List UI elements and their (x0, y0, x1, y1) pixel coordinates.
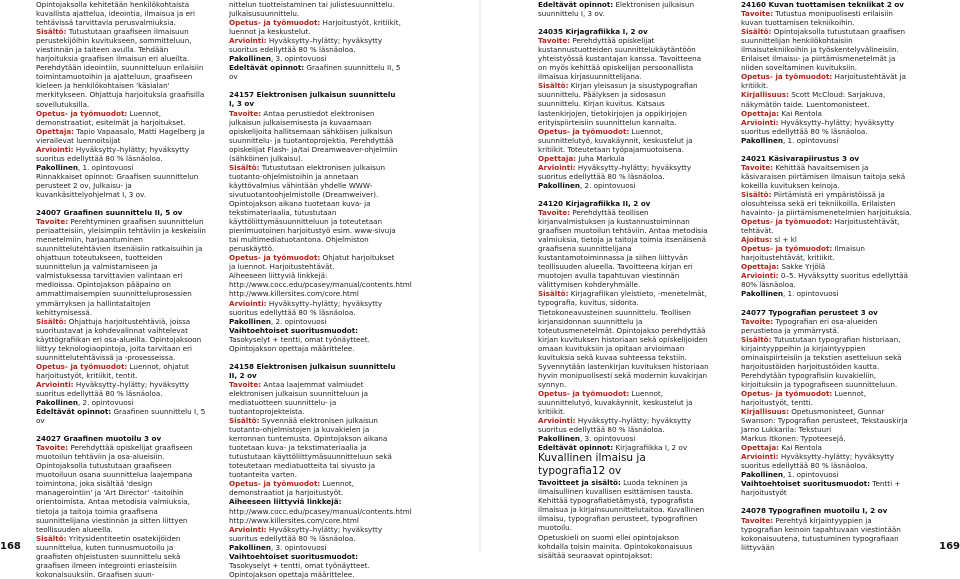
bold-label: Pakollinen (741, 289, 783, 299)
bold-label: Pakollinen (36, 398, 78, 408)
paragraph (538, 443, 710, 452)
course-heading: 24160 Kuvan tuottamisen tekniikat 2 ov (741, 0, 904, 9)
paragraph (229, 299, 401, 317)
paragraph (538, 533, 710, 560)
paragraph-text: , 1. opintovuosi (782, 289, 839, 299)
paragraph-text: Tutustutaan typografian historiaan, kirjaintyyppeihin ja kirjaintyyppien ominaispiirteisiin ja tekstien asetteluun sekä harjoitustöiden harjoitustöiden kautta. Perehdytään typografisiin kuvakieliin, kirjoituksiin ja typografiseen suunnitteluun. (741, 334, 902, 389)
paragraph-text: Harjoitustyöt, kritiikit, luennot ja keskustelut. (229, 18, 401, 37)
paragraph-text: Hyväksytty–hylätty; hyväksytty suoritus edellyttää 80 % läsnäoloa. (229, 298, 383, 317)
paragraph (229, 36, 401, 54)
bold-label: Pakollinen (36, 162, 78, 172)
bold-label: Pakollinen (741, 470, 783, 480)
field-label: Opetus- ja työmuodot: (36, 108, 128, 118)
paragraph (36, 163, 208, 172)
paragraph (229, 271, 401, 280)
paragraph (229, 326, 401, 353)
field-label: Arviointi: (36, 379, 74, 389)
paragraph (229, 380, 401, 416)
paragraph (538, 208, 710, 289)
page-number-left: 168 (0, 541, 21, 552)
paragraph (36, 127, 208, 145)
bold-label: Pakollinen (538, 434, 580, 444)
paragraph-text: Ohjatut harjoitukset ja luennot. Harjoitustehtävät. (229, 253, 395, 272)
paragraph (36, 172, 208, 199)
bold-label: Vaihtoehtoiset suoritusmuodot: (741, 479, 871, 489)
field-label: Opetus- ja työmuodot: (538, 388, 630, 398)
field-label: Sisältö: (36, 27, 67, 37)
paragraph (229, 317, 401, 326)
paragraph-text: Rinnakkaiset opinnot: Graafisen suunnittelun perusteet 2 ov, Julkaisu- ja kuvankäsittelyohjelmat I, 3 ov. (36, 171, 199, 199)
paragraph-text: Opetuskieli on suomi ellei opintojakson kohdalla toisin mainita. Opintokokonaisuus sisältää seuraavat opintojaksot: (538, 532, 693, 560)
paragraph (741, 118, 913, 136)
paragraph (741, 9, 913, 27)
paragraph-text: , 1. opintovuosi (77, 162, 134, 172)
paragraph-text: nittelun tuotteistaminen tai julistesuunnittelu. Julkaisusuunnittelu. (229, 0, 395, 19)
paragraph-text: Luoda tekninen ja ilmaisullinen kuvallisen esittämisen tausta. Kehittää typografiatietämystä, typografista ilmaisua ja kirjainsuunnittelutaitoa. Kuvallinen ilmaisu, typografian perusteet, typografinen muotoilu. (538, 478, 705, 533)
paragraph (36, 109, 208, 127)
section-gap (229, 353, 401, 362)
paragraph-text: , 2. opintovuosi (77, 398, 134, 408)
field-label: Sisältö: (36, 316, 67, 326)
paragraph-text: Luennot, suunnittelutyö, kuvakäynnit, keskustelut ja kritiikit. Toteutetaan työpajamuotoisena. (538, 126, 693, 154)
paragraph (741, 271, 913, 289)
paragraph-text: Hyväksytty–hylätty; hyväksytty suoritus edellyttää 80 % läsnäoloa. (229, 36, 383, 55)
paragraph-text: Graafinen suunnittelu I, 5 ov (36, 407, 206, 426)
field-label: Opetus- ja työmuodot: (538, 126, 630, 136)
paragraph (741, 190, 913, 217)
paragraph (741, 262, 913, 271)
paragraph-text: Elektronisen julkaisun suunnittelu I, 3 ov. (538, 0, 695, 19)
left-page-column-2 (229, 0, 412, 579)
paragraph-text: Perehdyttää opiskelijat graafiseen muotoilun tehtäviin ja osa-alueisiin. Opintojaksolla tutustutaan graafiseen muotoiluun osana suunnittelua laajempana toimintona, joka sisältää 'design managerointiin' ja 'Art Director' -taitoihin orientoimista. Antaa metodisia valmiuksia, tietoja ja taitoja toimia graafisena suunnittelijana viestinnän ja sitten liittyen teollisuuden alueella. (36, 443, 193, 534)
paragraph-text: http://www.killersites.com/core.html (229, 289, 359, 299)
paragraph (36, 380, 208, 398)
paragraph-text: http://www.cocc.edu/pcasey/manual/contents.html (229, 280, 412, 290)
bold-label: Aiheeseen liittyviä linkkejä: (229, 497, 342, 507)
paragraph-text: Tutustua monipuolisesti erilaisiin kuvan tuottamisen tekniikoihin. (741, 9, 893, 28)
paragraph-text: Opetusmonisteet, Gunnar Swanson: Typografian perusteet, Tekstauskirja (741, 407, 908, 426)
paragraph (741, 136, 913, 145)
paragraph (538, 389, 710, 416)
paragraph-text: http://www.cocc.edu/pcasey/manual/contents.html (229, 506, 412, 516)
field-label: Tavoite: (229, 379, 262, 389)
paragraph (741, 434, 913, 443)
paragraph (229, 109, 401, 163)
paragraph (538, 163, 710, 181)
paragraph-text: , 1. opintovuosi (782, 470, 839, 480)
paragraph (36, 534, 208, 579)
field-label: Sisältö: (741, 27, 772, 37)
section-gap (538, 190, 710, 199)
field-label: Arviointi: (229, 298, 267, 308)
field-label: Opetus- ja työmuodot: (741, 217, 833, 227)
paragraph-text: Piirtämistä eri ympäristöissä ja olosuhteissa sekä eri tekniikoilla. Erilaisten havainto- ja piirtämismenetelmien harjoituksia. (741, 189, 912, 218)
paragraph (741, 90, 913, 108)
paragraph (741, 289, 913, 298)
field-label: Tavoite: (741, 162, 774, 172)
paragraph-text: Hyväksytty–hylätty; hyväksytty suoritus edellyttää 80 % läsnäoloa. (538, 416, 692, 435)
section-gap (36, 199, 208, 208)
bold-label: Tavoitteet ja sisältö: (538, 478, 621, 488)
bold-label: Edeltävät opinnot: (538, 443, 614, 453)
course-heading: 24158 Elektronisen julkaisun suunnittelu II, 2 ov (229, 361, 396, 380)
paragraph (741, 244, 913, 262)
paragraph (36, 317, 208, 362)
paragraph-text: Syvennää elektronisen julkaisun tuotanto-ohjelmistojen ja kuvakielen ja kerronnan tuntemusta. Opintojakson aikana tuotetaan kuva- ja tekstimateriaalia ja tutustutaan käyttöliittymäsuunnitteluun sekä toteutetaan mediatuotteita tai sivusto ja tuotanteita varten. (229, 416, 392, 480)
paragraph-text: Tapio Vapaasalo, Matti Hagelberg ja vierailevat luennoitsijat (36, 126, 205, 145)
paragraph (741, 516, 913, 552)
paragraph-text: Harjoitustehtävät ja kritiikit. (741, 72, 907, 91)
course-heading: 24035 Kirjagrafiikka I, 2 ov (538, 27, 648, 37)
paragraph-text: Kirjagrafiikan yleistieto, -menetelmät, typografia, kuvitus, sidonta. Tietokoneavusteinen suunnittelu. Teollisen kirjansidonnan suunnittelu ja toteutusmenetelmät. Opintojakso perehdyttää kirjan kuvituksen historiaan sekä opiskelijoiden omaan kuvituksiin ja opitaan arvioimaan kuvituksia sekä kuvaa suhteessa tekstiin. Syvennytään lastenkirjan kuvituksen historiaan hyvin monipuolisesti sekä modernin kuvakirjan synnyn. (538, 289, 709, 389)
paragraph (538, 81, 710, 126)
paragraph-text: , 3. opintovuosi (579, 434, 636, 444)
paragraph-text: Scott McCloud: Sarjakuva, näkymätön taide. Luentomonisteet. (741, 90, 886, 109)
bold-label: Pakollinen (229, 542, 271, 552)
course-heading: 24120 Kirjagrafiikka II, 2 ov (538, 198, 651, 208)
paragraph-text: Luennot, ohjatut harjoitustyöt, kritiikit, tentit. (36, 361, 189, 380)
field-label: Sisältö: (741, 334, 772, 344)
paragraph-text: Kehittää havaitsemisen ja käsivaraisen piirtämisen ilmaisun taitoja sekä kokeilla kuvituksen keinoja. (741, 162, 906, 190)
paragraph-text: Perehtyminen graafisen suunnittelun periaatteisiin, yleisimpiin tehtäviin ja keskeisiin menetelmiin, harjaantuminen suunnittelutehtävien itsenäisiin ratkaisuihin ja ohjattuun toteutukseen, tuotteiden suunnittelun ja valmistamiseen ja valmistuksessa tarvittavien valintaan eri medioissa. Opintojakson pääpaino on ammattimaisempien suunnitteluprosessien ymmärryksen ja hallintataitojen kehittymisessä. (36, 217, 206, 317)
paragraph (36, 407, 208, 425)
paragraph (741, 389, 913, 407)
paragraph-text: Luennot, harjoitustyöt, tentti. (741, 388, 867, 407)
section-gap (741, 299, 913, 308)
field-label: Opetus- ja työmuodot: (741, 72, 833, 82)
paragraph (229, 552, 401, 579)
paragraph-text: Hyväksytty–hylätty; hyväksytty suoritus edellyttää 80 % läsnäoloa. (36, 144, 190, 163)
field-label: Opettaja: (741, 443, 780, 453)
paragraph-text: Tutustutaan graafiseen ilmaisuun perustekijöihin kuvitukseen, sommitteluun, viestinnän ja taiteen avulla. Tehdään harjoituksia graafisen ilmaisun eri alueilta. Perehdytään ideointiin, suunnitteluun erilaisiin toimintamuotoihin ja ajatteluun, graafiseen kieleen ja henkilökohtaisen 'käsialan' merkitykseen. Ohjattuja harjoituksia graafisilla sovellutuksilla. (36, 27, 205, 109)
paragraph (538, 0, 710, 18)
field-label: Arviointi: (36, 144, 74, 154)
paragraph-text: Antaa perustiedot elektronisen julkaisun julkaisemisesta ja kuvaamaan opiskelijoita hallitsemaan sähköisen julkaisun suunnittelu- ja tuotantoprojektia. Perehdyttää opiskelijat Flash- ja/tai Dreamweaver-ohjelmiin (sähköinen julkaisu). (229, 108, 398, 163)
field-label: Sisältö: (741, 189, 772, 199)
paragraph-text: , 2. opintovuosi (579, 180, 636, 190)
paragraph (741, 109, 913, 118)
paragraph-text: Ohjattuja harjoitustehtäviä, joissa suoritustavat ja kohdevalinnat vaihtelevat käyttögrafiikan eri osa-alueilla. Opintojaksoon liittyy teknologiaopintoja, joita tarvitaan eri suunnittelutehtävissä ja -prosesseissa. (36, 316, 202, 362)
paragraph-text: Markus Itkonen: Typoteesejä. (741, 434, 846, 444)
paragraph (229, 54, 401, 63)
paragraph (229, 63, 401, 81)
bold-label: Pakollinen (741, 135, 783, 145)
paragraph-text: Juha Markula (576, 153, 625, 163)
paragraph (229, 18, 401, 36)
spread-gutter (479, 0, 481, 552)
paragraph-text: http://www.killersites.com/core.html (229, 515, 359, 525)
bold-label: Edeltävät opinnot: (229, 63, 305, 73)
right-page-column-2 (741, 0, 913, 552)
field-label: Sisältö: (229, 416, 260, 426)
paragraph (741, 335, 913, 389)
field-label: Arviointi: (229, 524, 267, 534)
paragraph-text: Hyväksytty–hylätty; hyväksytty suoritus edellyttää 80 % läsnäoloa. (36, 379, 190, 398)
field-label: Tavoite: (538, 36, 571, 46)
paragraph (36, 0, 208, 27)
paragraph (229, 525, 401, 543)
section-gap (229, 81, 401, 90)
field-label: Arviointi: (538, 416, 576, 426)
bold-label: Vaihtoehtoiset suoritusmuodot: (229, 551, 359, 561)
paragraph-text: Sakke Yrjölä (779, 262, 826, 272)
section-title: Kuvallinen ilmaisu ja typografia12 ov (538, 452, 646, 478)
field-label: Tavoite: (741, 316, 774, 326)
paragraph-text: Hyväksytty–hylätty; hyväksytty suoritus edellyttää 80 % läsnäoloa. (538, 162, 692, 181)
paragraph-text: , 3. opintovuosi (270, 54, 327, 64)
paragraph-text: , 3. opintovuosi (270, 542, 327, 552)
paragraph-text: Luennot, demonstraatiot ja harjoitustyöt. (229, 479, 355, 498)
field-label: Arviointi: (229, 36, 267, 46)
section-gap (36, 425, 208, 434)
field-label: Opetus- ja työmuodot: (229, 253, 321, 263)
paragraph (229, 280, 412, 290)
paragraph (229, 479, 401, 497)
paragraph-text: Tentti + harjoitustyöt (741, 479, 901, 498)
paragraph (538, 154, 710, 163)
paragraph-text: Perehtyä kirjaintyyppien ja typografian keinoin tapahtuvaan viestintään kokonaisuutena, tutustuminen typografiaan liittyvään (741, 515, 901, 552)
field-label: Arviointi: (741, 117, 779, 127)
paragraph (229, 289, 401, 298)
field-label: Sisältö: (229, 162, 260, 172)
field-label: Opettaja: (741, 108, 780, 118)
field-label: Sisältö: (36, 533, 67, 543)
field-label: Opetus- ja työmuodot: (229, 18, 321, 28)
field-label: Kirjallisuus: (741, 407, 789, 417)
paragraph-text: Tasokyselyt + tentti, omat työnäytteet. Opintojakson opettaja määrittelee. (229, 560, 370, 579)
course-heading: 24021 Käsivarapiirustus 3 ov (741, 153, 860, 163)
paragraph-text: Harjoitustehtävät, tehtävät. (741, 217, 900, 236)
paragraph (741, 163, 913, 190)
section-gap (741, 497, 913, 506)
field-label: Tavoite: (36, 443, 69, 453)
field-label: Opetus- ja työmuodot: (741, 388, 833, 398)
paragraph (741, 407, 913, 425)
field-label: Tavoite: (741, 515, 774, 525)
paragraph (36, 145, 208, 163)
field-label: Arviointi: (741, 452, 779, 462)
paragraph (741, 72, 913, 90)
paragraph-text: Tasokyselyt + tentti, omat työnäytteet. Opintojakson opettaja määrittelee. (229, 334, 370, 353)
paragraph-text: Tutustutaan elektronisen julkaisun tuotanto-ohjelmistoihin ja annetaan käyttövalmius vähintään yhdelle WWW-sivutuotantoohjelmistolle (Dreamweiver). Opintojakson aikana tuotetaan kuva- ja tekstimateriaalia, tutustutaan käyttöliittymäsuunnitteluun ja toteutetaan pienimuotoinen harjoitustyö esim. www-sivuja tai multimediatuotantona. Ohjelmiston peruskäyttö. (229, 162, 396, 254)
field-label: Opetus- ja työmuodot: (229, 479, 321, 489)
paragraph (741, 317, 913, 335)
paragraph (538, 36, 710, 81)
paragraph-text: Kai Rentola (779, 443, 822, 453)
paragraph-text: Kirjagrafiikka I, 2 ov (613, 443, 688, 453)
paragraph-text: Graafinen suunnittelu II, 5 ov (229, 63, 401, 82)
bold-label: Pakollinen (229, 316, 271, 326)
paragraph-text: Antaa laajemmat valmiudet elektronisen julkaisun suunnitteluun ja mediatuotteen suunnittelu- ja tuotantoprojekteista. (229, 379, 369, 417)
paragraph (229, 543, 401, 552)
paragraph-text: Perehdyttää opiskelijat kustannustuotteiden suunnittelukäytäntöön yhteistyössä kustantajan kanssa. Tavoitteena on myös kehittää opiskelijan persoonallista ilmaisua kirjasuunnittelijana. (538, 36, 702, 82)
paragraph-text: Opintojaksolla tutustutaan graafisen suunnittelijan henkilökohtaisiin ilmaisutekniikoihin ja työskentelyvälineisiin. Erilaiset ilmaisu- ja piirtämismenetelmät ja niiden soveltaminen kuvituksiin. (741, 27, 906, 73)
paragraph-text: Ilmaisun harjoitustehtävät, kritiikit. (741, 244, 865, 263)
paragraph (538, 289, 710, 389)
field-label: Kirjallisuus: (741, 90, 789, 100)
field-label: Opetus- ja työmuodot: (741, 244, 833, 254)
paragraph (229, 516, 401, 525)
paragraph (741, 443, 913, 452)
paragraph-text: Yritysidentiteetin osatekijöiden suunnittelua, kuten tunnusmuotoilu ja graafisten ohjeistusten suunnittelu sekä graafisen ilmeen integrointi eriasteisiin kokonaisuuksiin. Graafisen suun- (36, 533, 181, 579)
paragraph (741, 470, 913, 479)
paragraph (741, 235, 913, 244)
paragraph-text: , 1. opintovuosi (782, 135, 839, 145)
paragraph (538, 478, 710, 532)
bold-label: Pakollinen (229, 54, 271, 64)
field-label: Sisältö: (538, 289, 569, 299)
bold-label: Edeltävät opinnot: (36, 407, 112, 417)
left-page-column-1 (36, 0, 208, 579)
paragraph-text: Typografian eri osa-alueiden perustietoa ja ymmärrystä. (741, 316, 878, 335)
paragraph-text: Kirjan yleisasun ja sisustypografian suunnittelu. Päälyksen ja sidosasun suunnittelu. Kirjan kuvitus. Katsaus lastenkirjojen, tietokirjojen ja oppikirjojen erityispiirteisiin suunnittelun kannalta. (538, 81, 698, 127)
course-heading: 24157 Elektronisen julkaisun suunnittelu I, 3 ov (229, 90, 396, 109)
field-label: Tavoite: (36, 217, 69, 227)
field-label: Tavoite: (538, 207, 571, 217)
course-heading: 24027 Graafinen muotoilu 3 ov (36, 434, 162, 444)
field-label: Opetus- ja työmuodot: (36, 361, 128, 371)
paragraph-text: Opintojaksolla kehitetään henkilökohtaista kuvallista ajattelua, ideointia, ilmaisua ja eri tehtävissä tarvittavia perusvalmiuksia. (36, 0, 195, 28)
paragraph (538, 434, 710, 443)
section-gap (538, 18, 710, 27)
bold-label: Edeltävät opinnot: (538, 0, 614, 9)
paragraph (741, 27, 913, 72)
paragraph (36, 362, 208, 380)
field-label: Sisältö: (538, 81, 569, 91)
field-label: Tavoite: (229, 108, 262, 118)
field-label: Opettaja: (741, 262, 780, 272)
course-heading: 24078 Typografinen muotoilu I, 2 ov (741, 506, 888, 516)
paragraph-text: 0–5. Hyväksytty suoritus edellyttää 80% läsnäoloa. (741, 271, 908, 290)
right-page-column-1 (538, 0, 710, 560)
paragraph (229, 416, 401, 479)
paragraph-text: Hyväksytty–hylätty; hyväksytty suoritus edellyttää 80 % läsnäoloa. (741, 452, 895, 471)
paragraph (538, 127, 710, 154)
paragraph (36, 443, 208, 533)
field-label: Opettaja: (538, 153, 577, 163)
course-heading: 24007 Graafinen suunnittelu II, 5 ov (36, 208, 183, 218)
paragraph (36, 27, 208, 108)
paragraph-text: sl + kl (772, 235, 797, 245)
paragraph-text: Perehdyttää teollisen kirjanvalmistuksen ja kustannustoiminnan graafisen muotoilun tehtäviin. Antaa metodisia valmiuksia, tietoja ja taitoja toimia itsenäisenä graafisena suunnittelijana kustantamotoiminnassa ja siihen liittyvän teollisuuden alueella. Tavoitteena kirjan eri muotojen avulla tapahtuvan viestinnän välittymisen kohderyhmälle. (538, 207, 708, 290)
paragraph-text: Hyväksytty–hylätty; hyväksytty suoritus edellyttää 80 % läsnäoloa. (229, 524, 383, 543)
field-label: Opettaja: (36, 126, 75, 136)
paragraph (741, 479, 913, 497)
paragraph-text: Hyväksytty–hylätty; hyväksytty suoritus edellyttää 80 % läsnäoloa. (741, 117, 895, 136)
paragraph (538, 181, 710, 190)
paragraph-text: Kai Rentola (779, 108, 822, 118)
paragraph-text: , 2. opintovuosi (270, 316, 327, 326)
field-label: Ajoitus: (741, 235, 773, 245)
course-heading: 24077 Typografian perusteet 3 ov (741, 307, 878, 317)
field-label: Arviointi: (741, 271, 779, 281)
field-label: Arviointi: (538, 162, 576, 172)
field-label: Tavoite: (741, 9, 774, 19)
page-number-right: 169 (939, 541, 960, 552)
section-gap (741, 145, 913, 154)
paragraph (538, 416, 710, 434)
bold-label: Vaihtoehtoiset suoritusmuodot: (229, 325, 359, 335)
paragraph (741, 217, 913, 235)
paragraph-text: Jarno Lukkarila: Tekstuuri (741, 425, 832, 435)
paragraph (229, 163, 401, 253)
paragraph (36, 217, 208, 317)
paragraph (229, 506, 412, 516)
paragraph (229, 0, 401, 18)
paragraph-text: Luennot, demonstraatiot, esitelmät ja harjoitukset. (36, 108, 186, 127)
bold-label: Pakollinen (538, 180, 580, 190)
paragraph (36, 398, 208, 407)
paragraph (229, 253, 401, 271)
paragraph (741, 425, 913, 434)
paragraph-text: Luennot, suunnittelutyö, kuvakäynnit, keskustelut ja kritiikit. (538, 388, 693, 417)
paragraph (741, 452, 913, 470)
paragraph (229, 497, 401, 506)
paragraph-text: Aiheeseen liittyviä linkkejä: (229, 271, 328, 281)
